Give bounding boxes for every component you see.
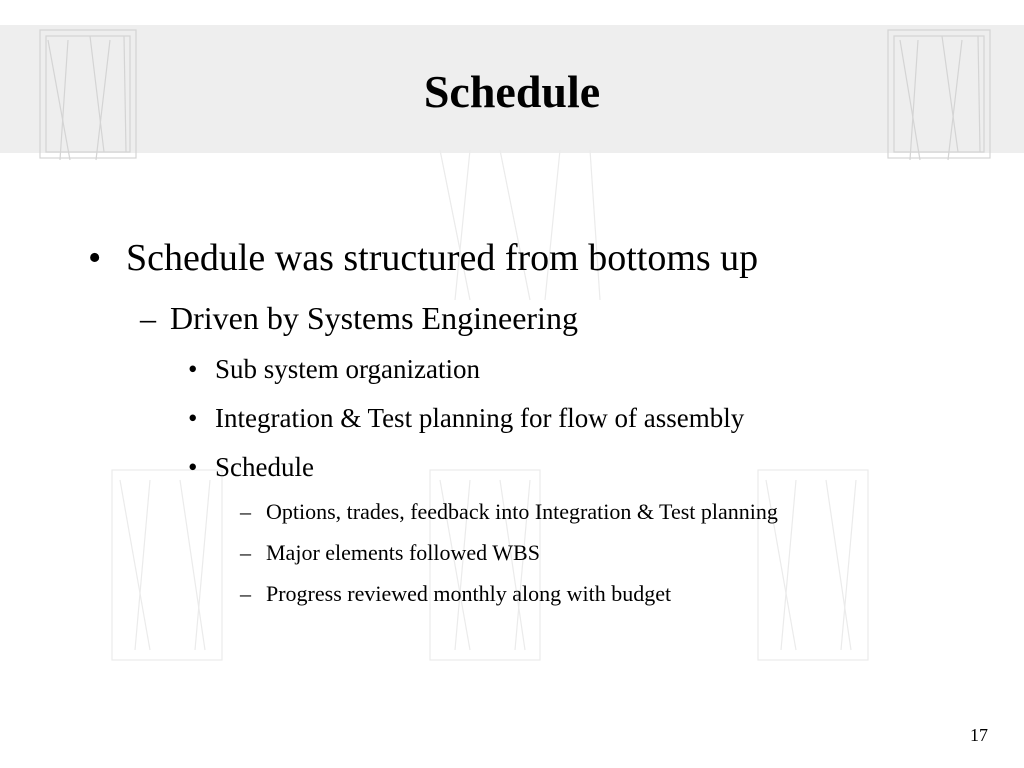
bullet-level2 [140,296,578,340]
bullet-text: Major elements followed WBS [266,540,540,565]
page-title: Schedule [423,66,601,117]
bullet-level4-item [240,497,778,527]
bullet-text: Schedule [215,452,314,482]
bullet-level4-item [240,579,671,609]
bullet-text: Integration & Test planning for flow of assembly [215,403,745,433]
bullet-level1 [88,232,758,284]
dash-marker: – [240,499,251,524]
bullet-level3-item [188,351,480,387]
bullet-text: Progress reviewed monthly along with budget [266,581,672,606]
bullet-level3-item [188,449,314,485]
dash-marker: – [240,540,251,565]
dash-marker: – [240,581,251,606]
bullet-marker: • [188,354,198,384]
bullet-marker: • [88,237,102,279]
bullet-marker: • [188,403,198,433]
dash-marker: – [140,300,156,336]
bullet-level4-item [240,538,540,568]
bullet-marker: • [188,452,198,482]
bullet-text: Driven by Systems Engineering [170,300,578,336]
bullet-text: Options, trades, feedback into Integration & Test planning [266,499,778,524]
bullet-level3-item [188,400,744,436]
bullet-text: Sub system organization [215,354,480,384]
bullet-text: Schedule was structured from bottoms up [126,237,759,279]
page-number: 17 [970,725,988,745]
